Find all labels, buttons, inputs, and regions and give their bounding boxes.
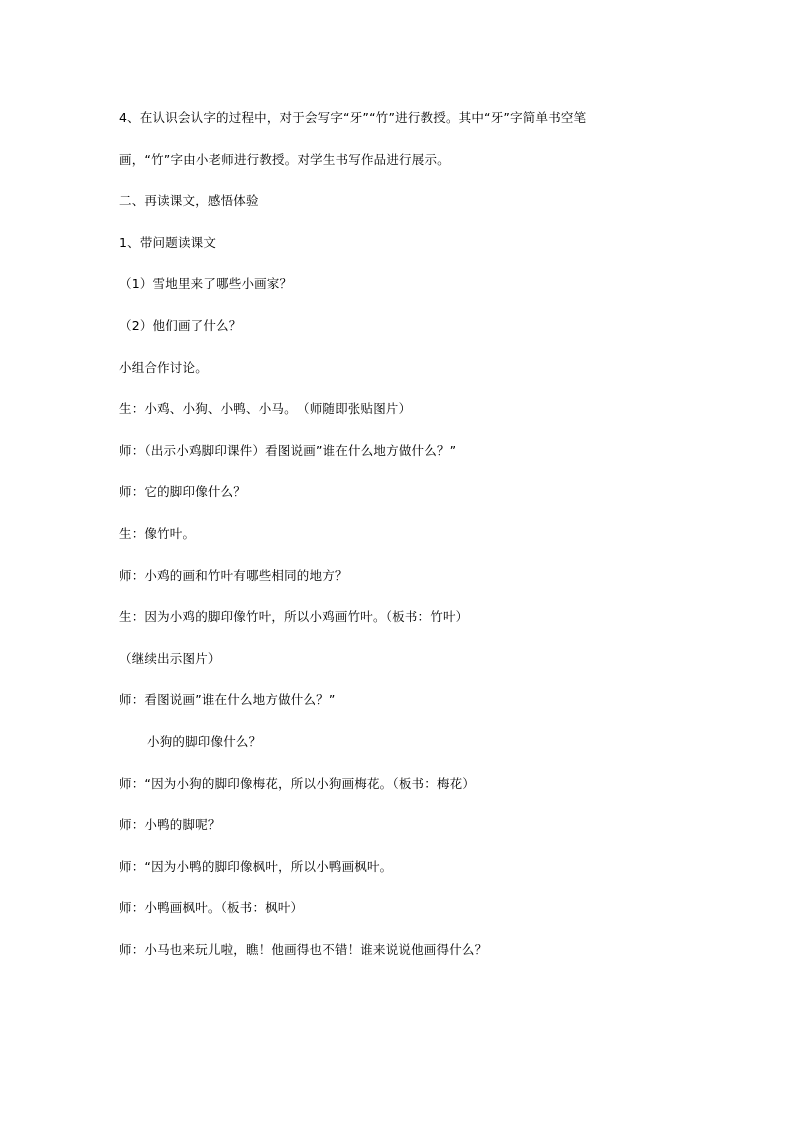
stage-direction-line: （继续出示图片） xyxy=(119,651,221,666)
paragraph-line: 4、在认识会认字的过程中，对于会写字“牙”“竹”进行教授。其中“牙”字简单书空笔 xyxy=(119,110,587,125)
dialogue-line: 师：小鸡的画和竹叶有哪些相同的地方？ xyxy=(119,568,348,583)
dialogue-line: 师：（出示小鸡脚印课件）看图说画”谁在什么地方做什么？” xyxy=(119,443,457,458)
dialogue-line: 师：小鸭画枫叶。（板书：枫叶） xyxy=(119,900,304,915)
subsection-heading: 1、带问题读课文 xyxy=(119,235,217,250)
paragraph-line: 小组合作讨论。 xyxy=(119,360,208,375)
paragraph-line: 画，“竹”字由小老师进行教授。对学生书写作品进行展示。 xyxy=(119,152,450,167)
dialogue-line: 师：“因为小鸭的脚印像枫叶，所以小鸭画枫叶。 xyxy=(119,859,393,874)
dialogue-line: 生：小鸡、小狗、小鸭、小马。 （师随即张贴图片） xyxy=(119,401,412,416)
dialogue-line: 师：它的脚印像什么？ xyxy=(119,484,247,499)
dialogue-line: 师：“因为小狗的脚印像梅花，所以小狗画梅花。（板书：梅花） xyxy=(119,776,476,791)
question-line: （2）他们画了什么？ xyxy=(119,318,242,333)
dialogue-line: 小狗的脚印像什么？ xyxy=(147,734,262,749)
question-line: （1）雪地里来了哪些小画家？ xyxy=(119,276,293,291)
dialogue-line: 生：像竹叶。 xyxy=(119,526,196,541)
dialogue-line: 师：看图说画”谁在什么地方做什么？” xyxy=(119,692,336,707)
dialogue-line: 生：因为小鸡的脚印像竹叶，所以小鸡画竹叶。（板书：竹叶） xyxy=(119,609,469,624)
dialogue-line: 师：小马也来玩儿啦，瞧！他画得也不错！谁来说说他画得什么？ xyxy=(119,942,488,957)
dialogue-line: 师：小鸭的脚呢？ xyxy=(119,817,221,832)
section-heading: 二、再读课文，感悟体验 xyxy=(119,193,259,208)
